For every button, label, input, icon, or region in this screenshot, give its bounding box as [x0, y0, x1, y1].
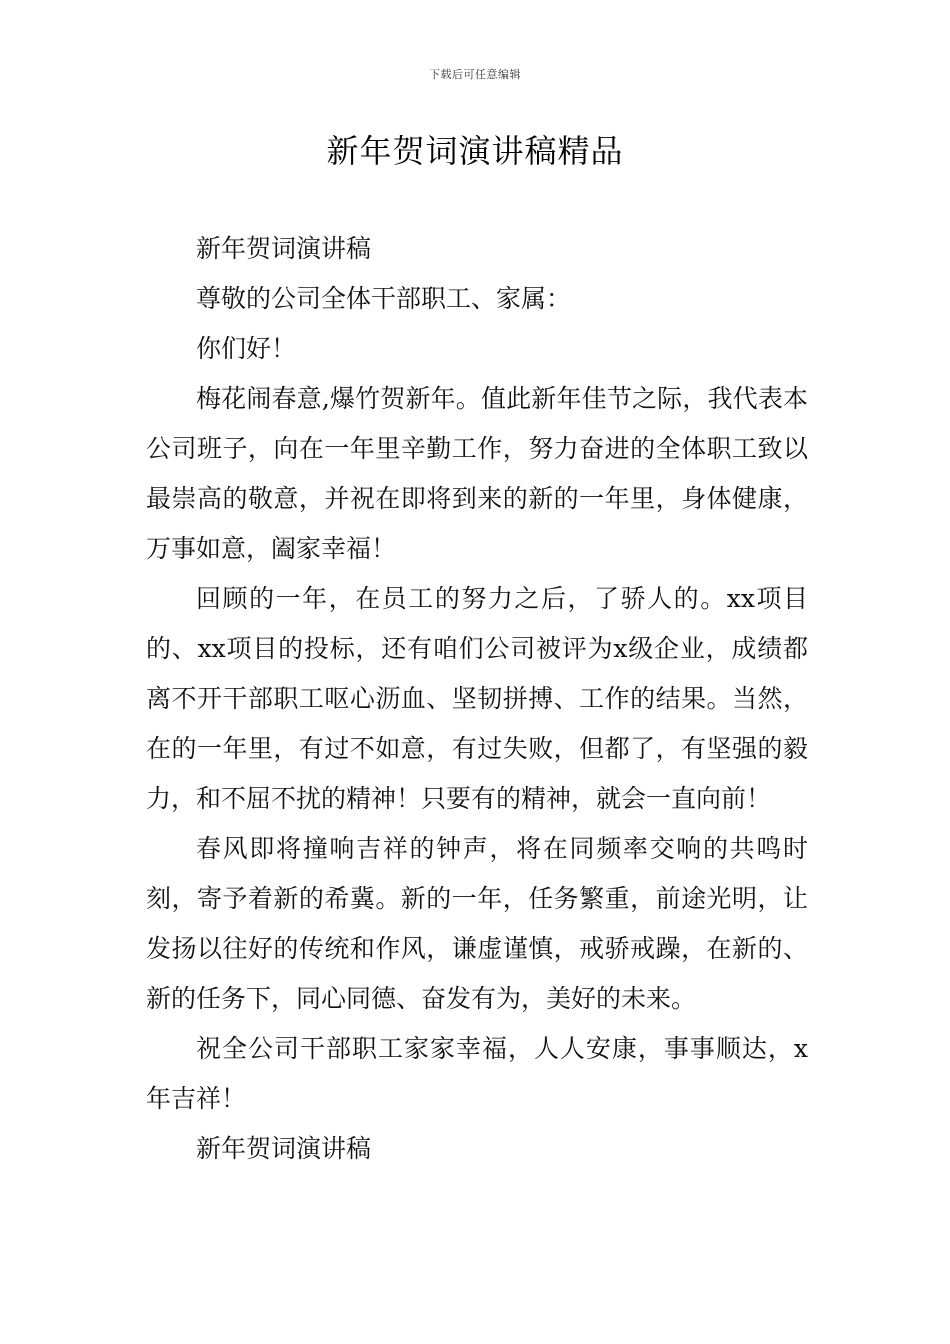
closing-paragraph: 祝全公司干部职工家家幸福，人人安康，事事顺达，x年吉祥！	[146, 1034, 808, 1113]
body-paragraph: 回顾的一年，在员工的努力之后，了骄人的。xx项目的、xx项目的投标，还有咱们公司被评为x级企业，成绩都离不开干部职工呕心沥血、坚韧拼搏、工作的结果。当然，在的一年里，有过不如意，有过失败，但都了，有坚强的毅力，和不屈不扰的精神！只要有的精神，就会一直向前！	[146, 584, 808, 813]
subtitle-paragraph: 新年贺词演讲稿	[196, 234, 372, 263]
greeting-paragraph: 你们好！	[196, 334, 297, 363]
next-section-heading: 新年贺词演讲稿	[196, 1134, 372, 1163]
document-title: 新年贺词演讲稿精品	[326, 132, 624, 170]
page-header-note: 下载后可任意编辑	[429, 68, 521, 81]
salutation-paragraph: 尊敬的公司全体干部职工、家属：	[196, 284, 572, 313]
document-body	[146, 224, 808, 1174]
body-paragraph: 春风即将撞响吉祥的钟声，将在同频率交响的共鸣时刻，寄予着新的希冀。新的一年，任务繁重，前途光明，让发扬以往好的传统和作风，谦虚谨慎，戒骄戒躁，在新的、新的任务下，同心同德、奋发有为，美好的未来。	[146, 834, 808, 1013]
body-paragraph: 梅花闹春意,爆竹贺新年。值此新年佳节之际，我代表本公司班子，向在一年里辛勤工作，努力奋进的全体职工致以最崇高的敬意，并祝在即将到来的新的一年里，身体健康，万事如意，阖家幸福！	[146, 384, 808, 563]
